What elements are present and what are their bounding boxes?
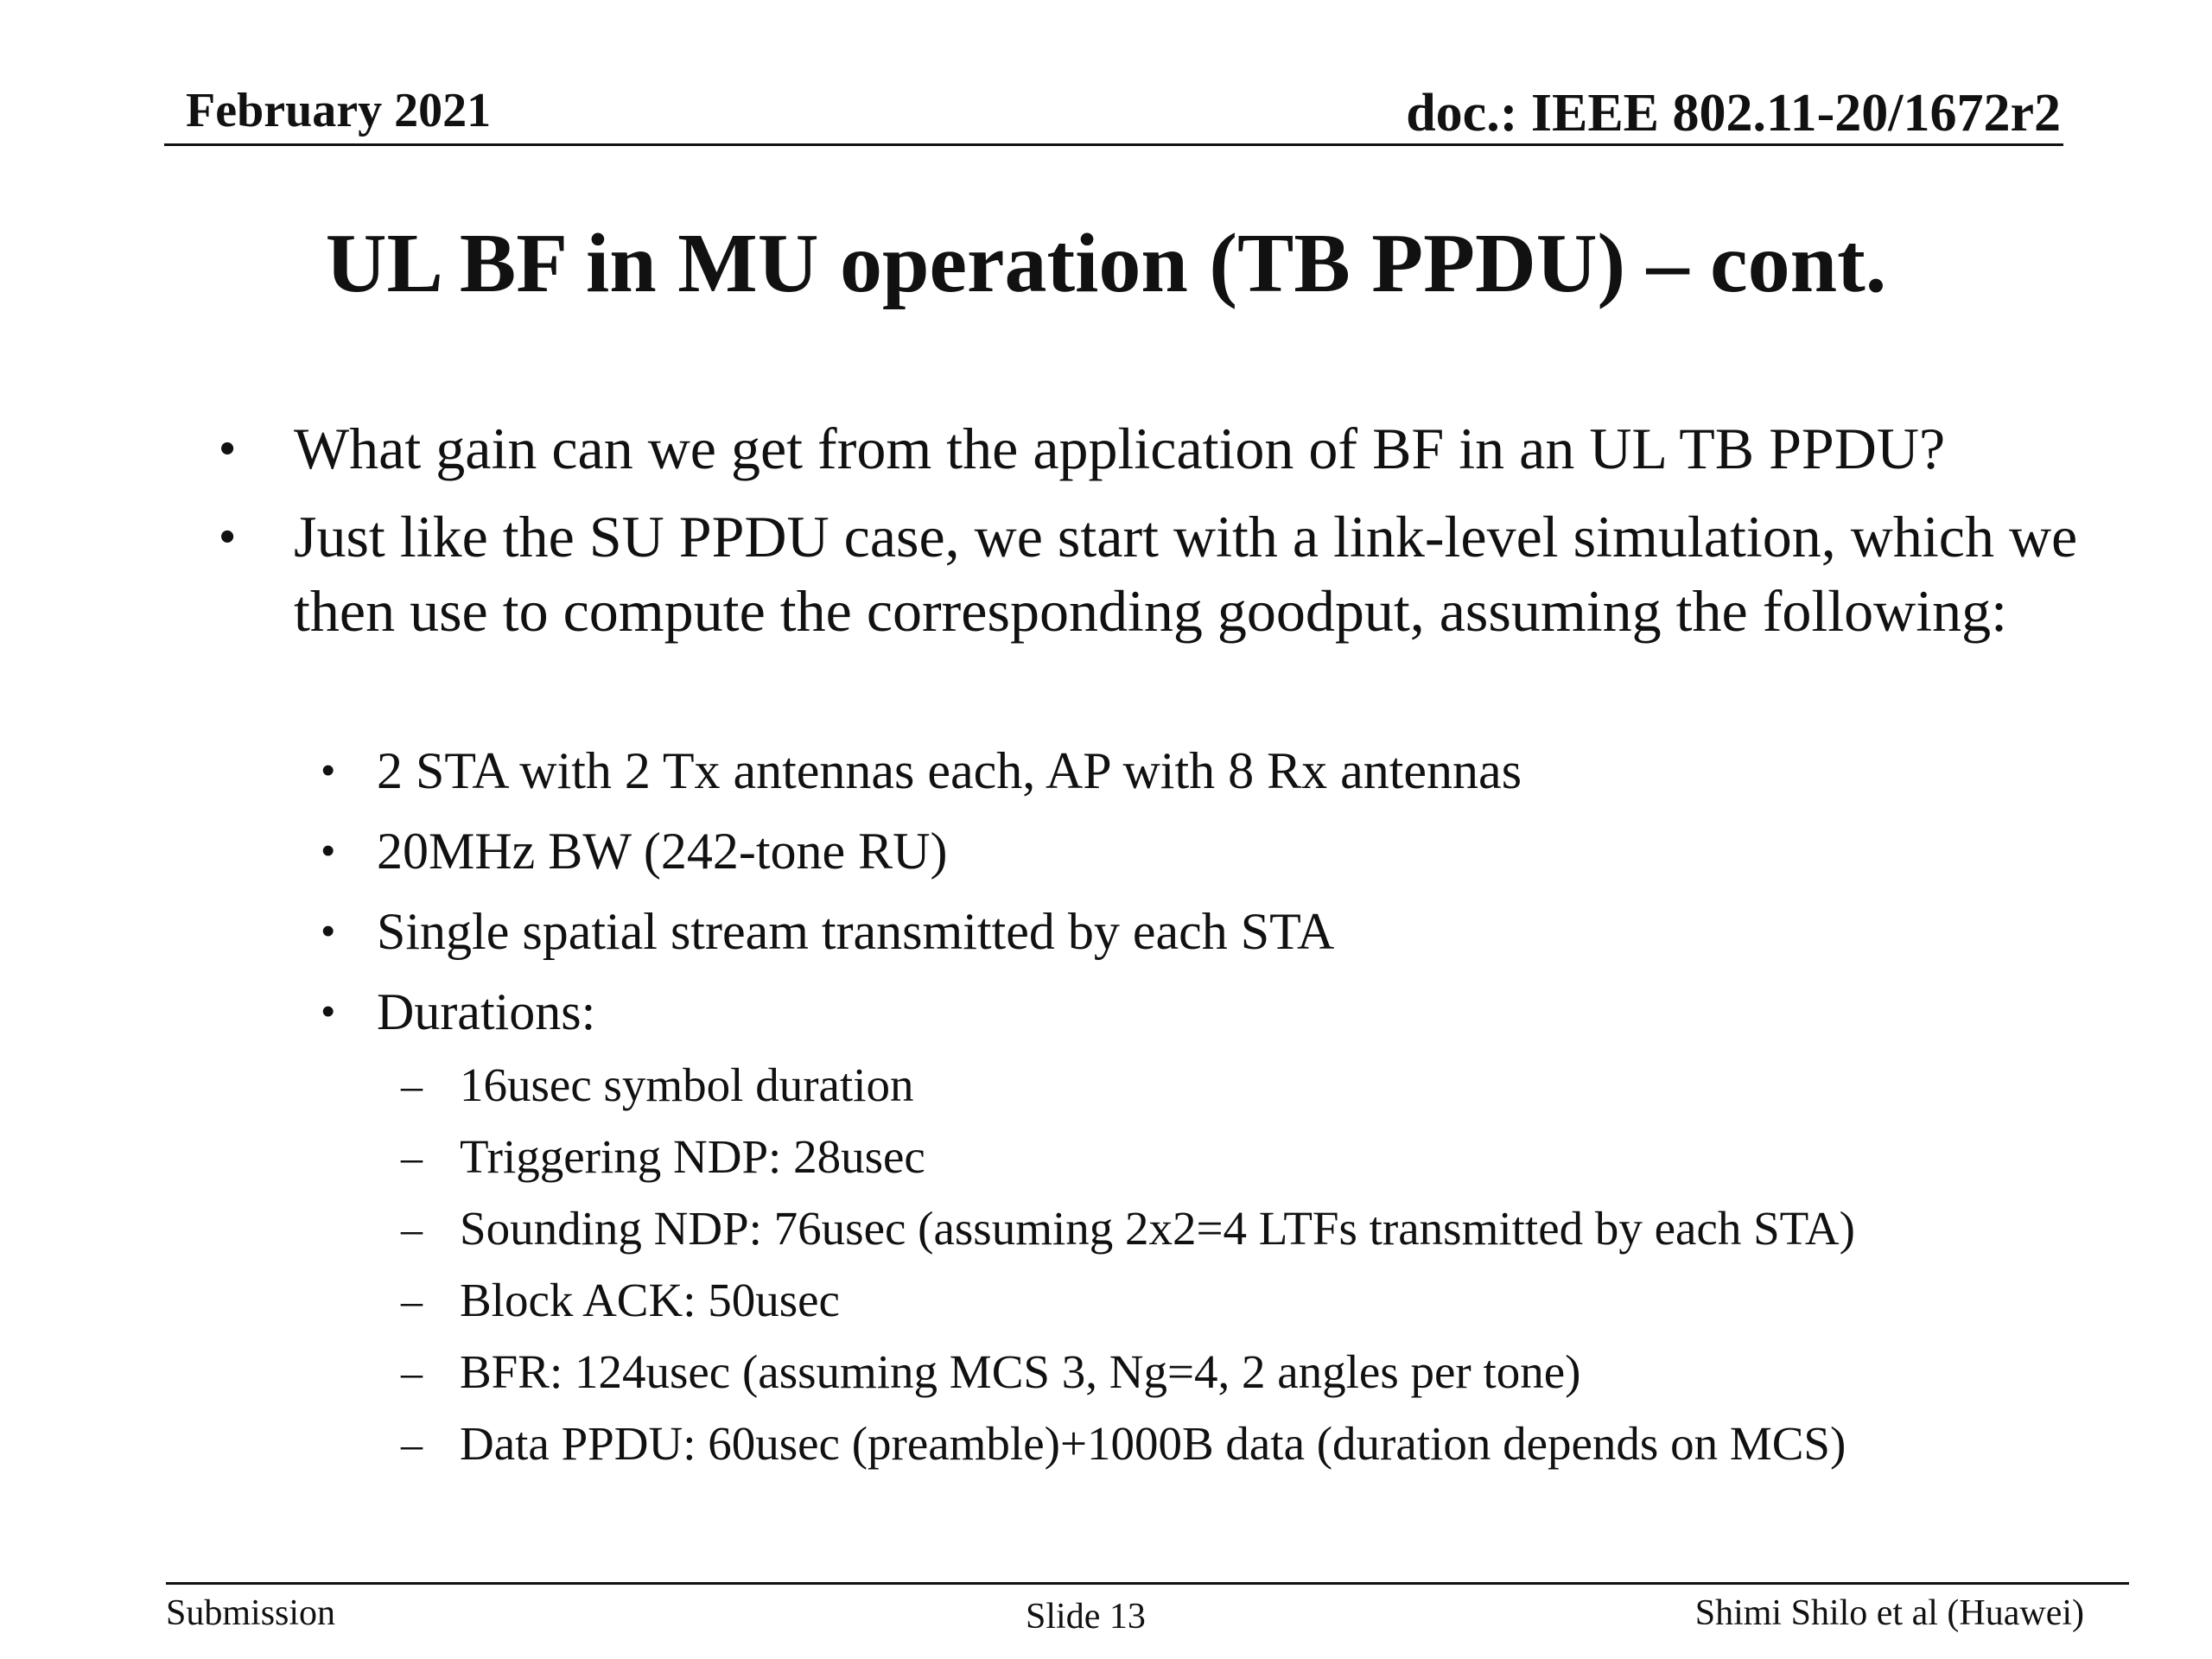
bullet-text: BFR: 124usec (assuming MCS 3, Ng=4, 2 angles per tone) (460, 1345, 1581, 1398)
sub-bullet-item (321, 979, 2088, 1045)
bullet-text: Just like the SU PPDU case, we start with a link-level simulation, which we then use to compute the corresponding goodput, assuming the following: (294, 504, 2078, 644)
header-date: February 2021 (186, 84, 492, 137)
bullet-text: 16usec symbol duration (460, 1058, 914, 1111)
bullet-text: Durations: (377, 983, 596, 1040)
footer-slide-number: Slide 13 (1026, 1597, 1146, 1637)
bullet-marker: • (321, 830, 335, 872)
dash-marker: – (401, 1348, 423, 1396)
sub-sub-bullet-item (401, 1342, 2101, 1402)
dash-marker: – (401, 1205, 423, 1253)
footer-submission: Submission (166, 1593, 336, 1633)
dash-marker: – (401, 1276, 423, 1325)
bullet-marker: • (219, 423, 236, 474)
bullet-text: 20MHz BW (242-tone RU) (377, 823, 948, 880)
sub-sub-bullet-item (401, 1414, 2101, 1474)
bullet-text: Block ACK: 50usec (460, 1274, 840, 1326)
dash-marker: – (401, 1420, 423, 1468)
sub-sub-bullet-item (401, 1198, 2101, 1259)
sub-bullet-item (321, 899, 2088, 964)
dash-marker: – (401, 1133, 423, 1181)
bullet-text: Triggering NDP: 28usec (460, 1130, 925, 1183)
bullet-text: Data PPDU: 60usec (preamble)+1000B data (duration depends on MCS) (460, 1417, 1847, 1470)
dash-marker: – (401, 1061, 423, 1109)
bullet-text: Single spatial stream transmitted by each STA (377, 903, 1335, 960)
sub-bullet-item (321, 738, 2088, 804)
bullet-item (219, 499, 2091, 648)
sub-bullet-item (321, 818, 2088, 884)
bullet-marker: • (321, 910, 335, 952)
sub-sub-bullet-item (401, 1270, 2101, 1331)
sub-sub-bullet-item (401, 1127, 2101, 1187)
bullet-marker: • (219, 512, 236, 562)
bullet-marker: • (321, 749, 335, 791)
slide-title: UL BF in MU operation (TB PPDU) – cont. (325, 217, 1887, 310)
sub-sub-bullet-item (401, 1055, 2101, 1116)
bullet-item (219, 411, 2091, 486)
bullet-text: Sounding NDP: 76usec (assuming 2x2=4 LTFs transmitted by each STA) (460, 1202, 1855, 1255)
bullet-text: 2 STA with 2 Tx antennas each, AP with 8 Rx antennas (377, 742, 1522, 799)
bullet-marker: • (321, 990, 335, 1033)
footer-divider (166, 1582, 2129, 1585)
bullet-text: What gain can we get from the application of BF in an UL TB PPDU? (294, 416, 1946, 481)
footer-author: Shimi Shilo et al (Huawei) (1694, 1593, 2084, 1633)
header-doc-id: doc.: IEEE 802.11-20/1672r2 (1406, 84, 2061, 143)
